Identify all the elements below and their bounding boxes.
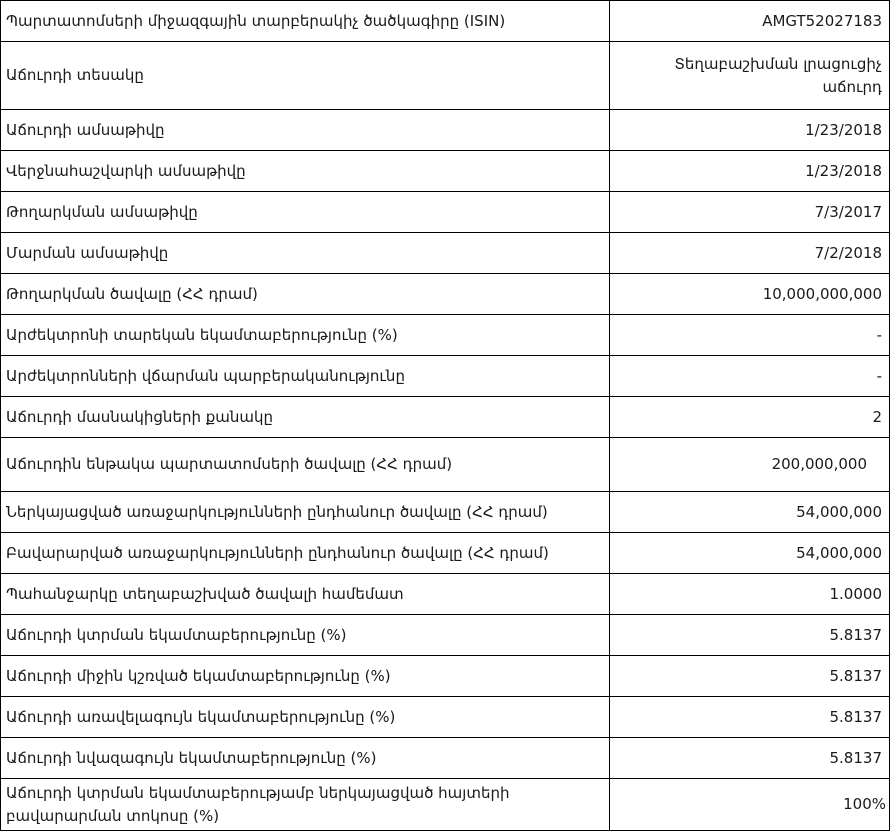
table-row-coupon-yield	[1, 315, 890, 356]
row-value: 7/2/2018	[610, 233, 890, 274]
table-row-submitted-bids	[1, 492, 890, 533]
row-label: Արժեկտրոնների վճարման պարբերականությունը	[1, 356, 610, 397]
table-row-maturity-date	[1, 233, 890, 274]
row-label: Աճուրդի կտրման եկամտաբերությունը (%)	[1, 615, 610, 656]
table-row-coupon-frequency	[1, 356, 890, 397]
row-value: 10,000,000,000	[610, 274, 890, 315]
table-row-auction-date	[1, 110, 890, 151]
table-row-isin	[1, 1, 890, 42]
row-value: 100%	[610, 779, 890, 831]
table-row-max-yield	[1, 697, 890, 738]
table-row-min-yield	[1, 738, 890, 779]
row-label: Աճուրդի ամսաթիվը	[1, 110, 610, 151]
row-value: 200,000,000	[610, 438, 890, 492]
row-label: Ներկայացված առաջարկությունների ընդհանուր ծավալը (ՀՀ դրամ)	[1, 492, 610, 533]
table-row-fill-percentage	[1, 779, 890, 831]
row-value: 1/23/2018	[610, 110, 890, 151]
table-row-cutoff-yield	[1, 615, 890, 656]
row-label: Պահանջարկը տեղաբաշխված ծավալի համեմատ	[1, 574, 610, 615]
table-row-issue-date	[1, 192, 890, 233]
row-value: 54,000,000	[610, 533, 890, 574]
row-label: Մարման ամսաթիվը	[1, 233, 610, 274]
row-value: 1.0000	[610, 574, 890, 615]
row-value: AMGT52027183	[610, 1, 890, 42]
table-row-settlement-date	[1, 151, 890, 192]
row-label: Թողարկման ամսաթիվը	[1, 192, 610, 233]
table-row-participants	[1, 397, 890, 438]
row-label: Աճուրդի միջին կշռված եկամտաբերությունը (%)	[1, 656, 610, 697]
row-value: 2	[610, 397, 890, 438]
row-value: 1/23/2018	[610, 151, 890, 192]
row-label: Աճուրդին ենթակա պարտատոմսերի ծավալը (ՀՀ դրամ)	[1, 438, 610, 492]
row-label: Աճուրդի նվազագույն եկամտաբերությունը (%)	[1, 738, 610, 779]
row-label: Պարտատոմսերի միջազգային տարբերակիչ ծածկագիրը (ISIN)	[1, 1, 610, 42]
table-row-offered-volume	[1, 438, 890, 492]
row-value: Տեղաբաշխման լրացուցիչ աճուրդ	[610, 42, 890, 110]
row-value: 5.8137	[610, 615, 890, 656]
row-value: 7/3/2017	[610, 192, 890, 233]
row-value: 54,000,000	[610, 492, 890, 533]
table-row-demand-ratio	[1, 574, 890, 615]
table-row-accepted-bids	[1, 533, 890, 574]
row-label: Աճուրդի առավելագույն եկամտաբերությունը (%)	[1, 697, 610, 738]
row-value: -	[610, 356, 890, 397]
table-row-weighted-yield	[1, 656, 890, 697]
row-label: Արժեկտրոնի տարեկան եկամտաբերությունը (%)	[1, 315, 610, 356]
row-label: Վերջնահաշվարկի ամսաթիվը	[1, 151, 610, 192]
row-label: Թողարկման ծավալը (ՀՀ դրամ)	[1, 274, 610, 315]
table-row-auction-type	[1, 42, 890, 110]
row-value: 5.8137	[610, 738, 890, 779]
row-label: Աճուրդի մասնակիցների քանակը	[1, 397, 610, 438]
row-label: Աճուրդի տեսակը	[1, 42, 610, 110]
table-row-issue-volume	[1, 274, 890, 315]
row-value: -	[610, 315, 890, 356]
row-value: 5.8137	[610, 697, 890, 738]
row-label: Աճուրդի կտրման եկամտաբերությամբ ներկայացված հայտերի բավարարման տոկոսը (%)	[1, 779, 610, 831]
row-value: 5.8137	[610, 656, 890, 697]
row-label: Բավարարված առաջարկությունների ընդհանուր ծավալը (ՀՀ դրամ)	[1, 533, 610, 574]
